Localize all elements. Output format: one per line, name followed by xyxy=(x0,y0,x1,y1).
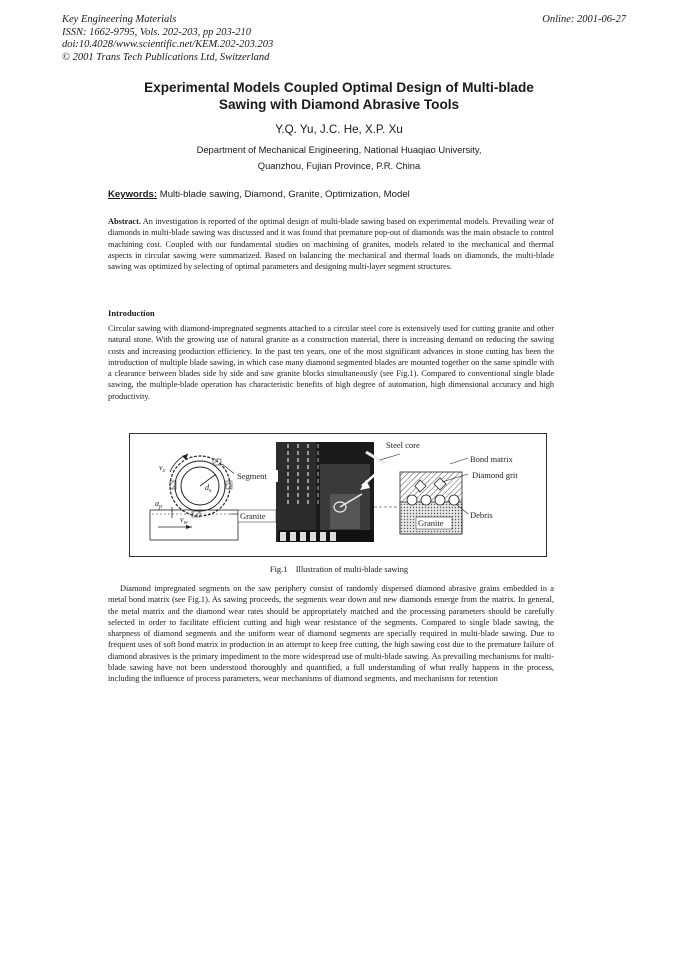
label-debris: Debris xyxy=(470,510,493,520)
label-granite-left: Granite xyxy=(240,511,266,521)
label-steel-core: Steel core xyxy=(386,440,420,450)
paper-title xyxy=(90,79,588,113)
introduction-paragraph-2: Diamond impregnated segments on the saw periphery consist of randomly dispersed diamond abrasive grains embedded in a metal bond matrix (see Fig.1). As sawing proceeds, the segments wear down and new diamonds emerge from the matrix. In general, the metal matrix and the diamond wear rates should be appropriately matched and the processing parameters should be carefully selected in order to facilitate efficient cutting and high wear resistance of the segments. Compared to single blade sawing, the sharpness of diamond segments and the uniform wear of diamond segments are specially required in multi-blade sawing. Due to frequent uses of soft bond matrix in production in an attempt to keep free cutting, the high sawing cost due to the premature failure of diamond abrasives is the primary impediment to the more widespread use of multi-blade sawing. As prevailing mechanisms for multi-blade sawing have not been understood thoroughly and quantified, a full understanding of what really happens in the process, including the influence of process parameters, wear mechanisms of diamond segments, and mechanisms for retention xyxy=(108,584,554,684)
keywords xyxy=(108,189,410,200)
label-ds: $d_s$ xyxy=(205,483,212,494)
label-segment: Segment xyxy=(237,471,267,481)
affiliation-line-2: Quanzhou, Fujian Province, P.R. China xyxy=(257,160,421,171)
copyright-line: © 2001 Trans Tech Publications Ltd, Switzerland xyxy=(62,51,270,63)
label-vs: $v_s$ xyxy=(159,463,165,474)
figure-1-caption: Fig.1 Illustration of multi-blade sawing xyxy=(269,565,409,574)
title-line-1: Experimental Models Coupled Optimal Design of Multi-blade xyxy=(144,80,534,95)
doi-link[interactable]: doi:10.4028/www.scientific.net/KEM.202-203.203 xyxy=(62,39,274,50)
label-ap: $a_p$ xyxy=(155,499,162,510)
issn-line: ISSN: 1662-9795, Vols. 202-203, pp 203-210 xyxy=(62,26,251,38)
introduction-paragraph-1: Circular sawing with diamond-impregnated segments attached to a circular steel core is extensively used for cutting granite and other natural stone. With the growing use of natural granite as a construction material, there is increasing demand on reducing the sawing costs and increasing production efficiency. In the past ten years, one of the most significant advances in stone cutting has been the introduction of multiple blade sawing, in which case many diamond segmented blades are mounted together on the same spindle with a clearance between blades side by side and saw granite blocks simultaneously (see Fig.1). Compared to conventional single blade sawing, the multiple-blade operation has characteristic benefits of high degree of automation, high dimensional accuracy and high productivity. xyxy=(108,324,554,401)
introduction-heading: Introduction xyxy=(108,308,155,318)
label-vw: $v_w$ xyxy=(180,515,188,526)
keywords-label: Keywords: xyxy=(108,189,158,200)
saw-photo xyxy=(276,442,398,542)
title-line-2: Sawing with Diamond Abrasive Tools xyxy=(218,97,460,112)
label-granite-right: Granite xyxy=(418,518,444,528)
keywords-text: Multi-blade sawing, Diamond, Granite, Optimization, Model xyxy=(159,189,410,200)
journal-name: Key Engineering Materials xyxy=(62,14,177,25)
journal-header xyxy=(62,14,273,64)
online-date: Online: 2001-06-27 xyxy=(542,14,626,25)
saw-blade-schematic xyxy=(150,454,240,540)
label-diamond-grit: Diamond grit xyxy=(472,470,518,480)
affiliation-line-1: Department of Mechanical Engineering, National Huaqiao University, xyxy=(196,144,482,155)
label-bond-matrix: Bond matrix xyxy=(470,454,513,464)
abstract xyxy=(108,216,554,272)
figure-1 xyxy=(129,433,547,557)
authors: Y.Q. Yu, J.C. He, X.P. Xu xyxy=(275,123,403,136)
abstract-label: Abstract. xyxy=(108,217,141,226)
abstract-text: An investigation is reported of the optimal design of multi-blade sawing based on experimental models. Prevailing wear of diamonds in multi-blade sawing was discussed and it was found that premature pop-out of diamonds was the main obstacle to control machining cost. Coupled with our fundamental studies on machining of granites, models related to the mechanical and thermal aspects in circular sawing were summarized. Based on balancing the mechanical and thermal loads on diamonds, the multi-blade sawing was optimized by selecting of optimal parameters and designing multi-layer segment structures. xyxy=(108,217,554,272)
figure-1-illustration xyxy=(130,434,546,556)
